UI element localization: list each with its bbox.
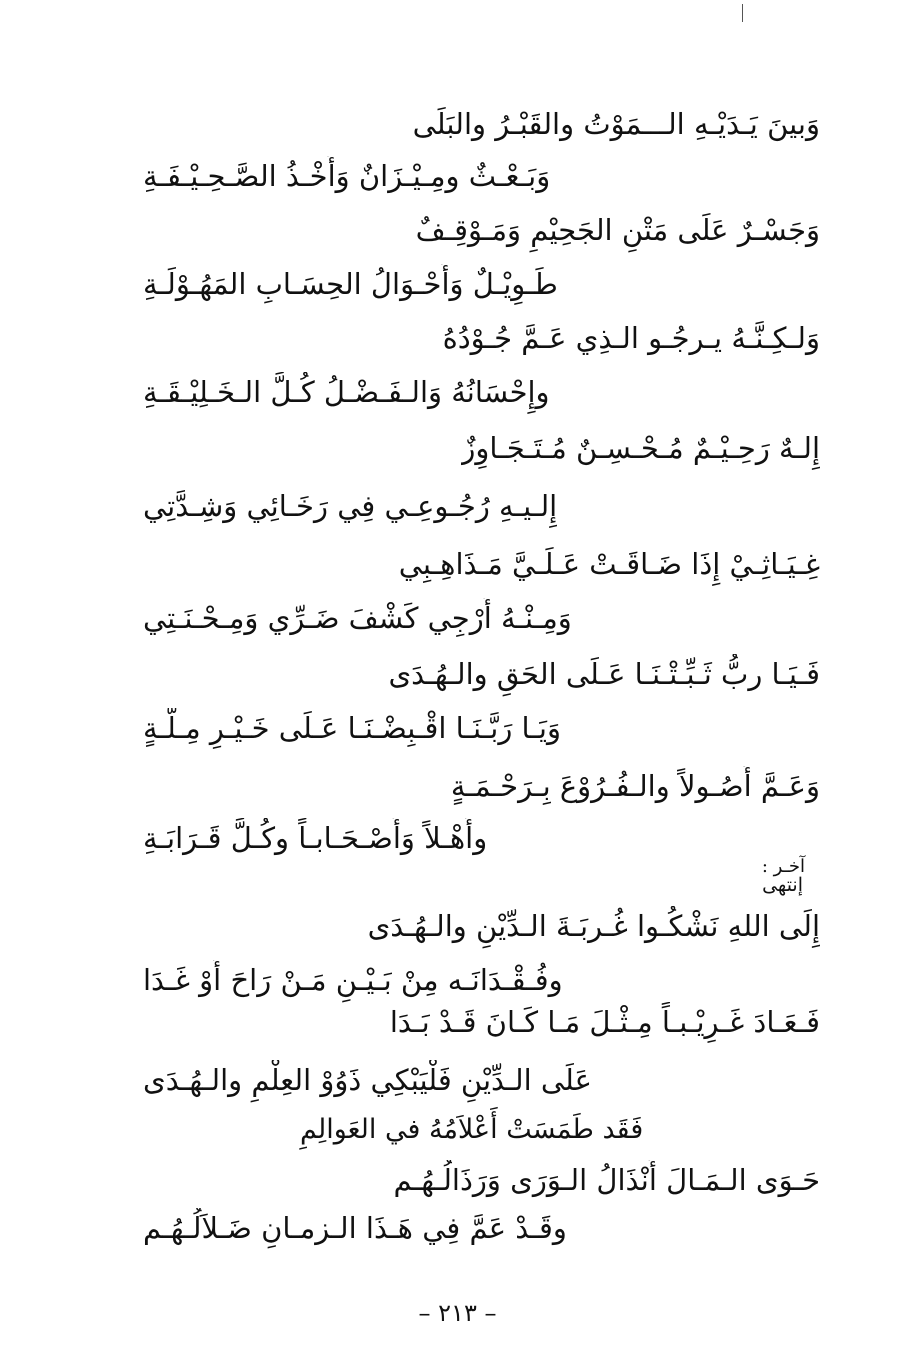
verse-line-20: حَـوَى الـمَـالَ أَنْذَالُ الـوَرَى وَرَذَالُـهُـم	[393, 1163, 820, 1197]
verse-line-14: وأَهْـلاً وَأَصْـحَـابـاً وكُـلَّ قَـرَابَـةِ	[143, 821, 488, 855]
verse-line-11: فَـيَـا ربُّ ثَـبِّـتْـنَـا عَـلَى الحَقِ والـهُـدَى	[388, 657, 820, 691]
scan-mark	[742, 4, 743, 22]
verse-line-15: إِلَى اللهِ نَشْكُـوا غُـربَـةَ الـدِّيْنِ والـهُـدَى	[367, 909, 820, 943]
verse-line-21: وقَـدْ عَمَّ فِي هَـذَا الـزمـانِ ضَـلاَلُـهُـم	[143, 1211, 567, 1245]
verse-line-9: غِـيَـاثِـيْ إِذَا ضَـاقَـتْ عَـلَـيَّ مَـذَاهِـبِي	[398, 547, 820, 581]
verse-line-13: وَعَـمَّ أُصُـولاً والـفُـرُوْعَ بِـرَحْـمَـةٍ	[450, 769, 820, 803]
verse-line-5: وَلـكِـنَّـهُ يـرجُـو الـذِي عَـمَّ جُـوْدُهُ	[442, 321, 820, 355]
verse-line-19: فَقَد طَمَسَتْ أَعْلاَمُهُ في العَوالِمِ	[300, 1114, 644, 1145]
verse-line-4: طَـوِيْـلٌ وَأَحْـوَالُ الحِسَـابِ المَهُـوْلَـةِ	[143, 267, 558, 301]
end-label: إنتهى	[762, 874, 803, 896]
verse-line-3: وَجَسْـرٌ عَلَى مَتْنِ الجَحِيْمِ وَمَـوْقِـفٌ	[415, 213, 820, 247]
verse-line-12: وَيَـا رَبَّـنَـا اقْـبِضْـنَـا عَـلَى خَـيْـرِ مِـلَّـةٍ	[143, 711, 561, 745]
other-poem-label: آخـر :	[761, 856, 805, 877]
verse-line-7: إِلـهٌ رَحِـيْـمٌ مُـحْـسِـنٌ مُـتَـجَـاوِزٌ	[461, 431, 820, 465]
verse-line-8: إِلـيـهِ رُجُـوعِـي فِي رَخَـائِي وَشِـدَّتِي	[143, 489, 558, 523]
page-number: – ٢١٣ –	[418, 1299, 497, 1327]
verse-line-17: فَـعَـادَ غَـرِيْـبـاً مِـثْـلَ مَـا كَـانَ قَـدْ بَـدَا	[389, 1005, 820, 1039]
verse-line-18: عَلَى الـدِّيْنِ فَلْيَبْكِي ذَوُوْ العِلْمِ والـهُـدَى	[143, 1063, 592, 1097]
verse-line-16: وفُـقْـدَانَـه مِنْ بَـيْـنِ مَـنْ رَاحَ أَوْ غَـدَا	[143, 963, 563, 997]
verse-line-1: وَبينَ يَـدَيْـهِ الـــمَوْتُ والقَبْـرُ والبَلَى	[412, 107, 820, 141]
verse-line-2: وَبَـعْـثٌ ومِـيْـزَانٌ وَأَخْـذُ الصَّـحِـيْـفَـةِ	[143, 159, 551, 193]
verse-line-10: وَمِـنْـهُ أَرْجِي كَشْفَ ضَـرِّي وَمِـحْـنَـتِي	[143, 601, 572, 635]
verse-line-6: وإِحْسَانُهُ وَالـفَـضْـلُ كُـلَّ الـخَـلِيْـقَـةِ	[143, 375, 550, 409]
